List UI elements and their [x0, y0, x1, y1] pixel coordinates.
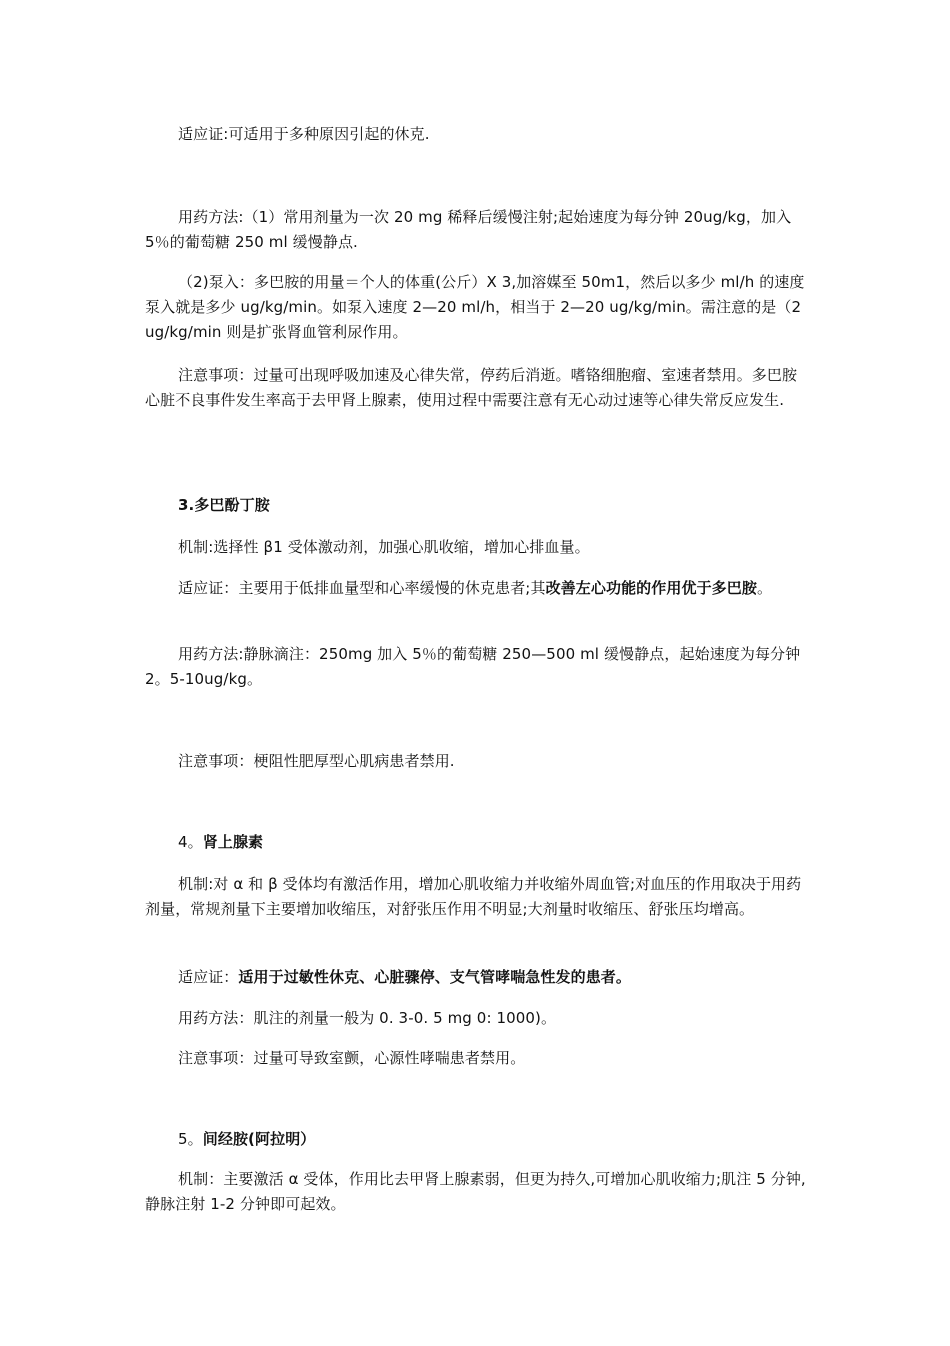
paragraph-precautions-1: 注意事项：过量可出现呼吸加速及心律失常，停药后消逝。嗜铬细胞瘤、室速者禁用。多巴胺心脏不良事件发生率高于去甲肾上腺素，使用过程中需要注意有无心动过速等心律失常反应发生.	[145, 366, 798, 409]
heading-4-title: 肾上腺素	[202, 833, 264, 851]
paragraph-precautions-3: 注意事项：梗阻性肥厚型心肌病患者禁用.	[178, 752, 455, 770]
paragraph-indication-4	[145, 965, 810, 990]
heading-5-number: 5。	[178, 1130, 203, 1148]
paragraph-dosage-pump: （2)泵入：多巴胺的用量＝个人的体重(公斤）X 3,加溶媒至 50m1，然后以多少 ml/h 的速度泵入就是多少 ug/kg/min。如泵入速度 2—20 ml/h，相当于 2—20 ug/kg/min。需注意的是（2 ug/kg/min 则是扩张肾血管利尿作用。	[145, 273, 805, 341]
paragraph-mechanism-5: 机制：主要激活 α 受体，作用比去甲肾上腺素弱，但更为持久,可增加心肌收缩力;肌注 5 分钟,静脉注射 1-2 分钟即可起效。	[145, 1170, 806, 1213]
indication-3-bold: 改善左心功能的作用优于多巴胺	[545, 579, 757, 597]
paragraph-mechanism-3: 机制:选择性 β1 受体激动剂，加强心肌收缩，增加心排血量。	[178, 538, 590, 556]
section-heading-3: 3.多巴酚丁胺	[178, 496, 270, 514]
section-heading-5	[145, 1127, 810, 1152]
indication-3-text: 适应证：主要用于低排血量型和心率缓慢的休克患者;其	[178, 579, 546, 597]
section-heading-4	[145, 830, 810, 855]
paragraph-dosage-4: 用药方法：肌注的剂量一般为 0. 3-0. 5 mg 0: 1000)。	[178, 1009, 557, 1027]
paragraph-precautions-4: 注意事项：过量可导致室颤，心源性哮喘患者禁用。	[178, 1049, 526, 1067]
paragraph-indication-3	[145, 576, 810, 601]
heading-4-number: 4。	[178, 833, 203, 851]
paragraph-mechanism-4: 机制:对 α 和 β 受体均有激活作用，增加心肌收缩力并收缩外周血管;对血压的作用取决于用药剂量，常规剂量下主要增加收缩压，对舒张压作用不明显;大剂量时收缩压、舒张压均增高。	[145, 875, 802, 918]
indication-3-end: 。	[756, 579, 773, 597]
paragraph-dosage-1: 用药方法:（1）常用剂量为一次 20 mg 稀释后缓慢注射;起始速度为每分钟 20ug/kg，加入 5％的葡萄糖 250 ml 缓慢静点.	[145, 208, 792, 251]
heading-5-title: 间经胺(阿拉明）	[202, 1130, 316, 1148]
indication-4-bold: 适用于过敏性休克、心脏骤停、支气管哮喘急性发的患者。	[238, 968, 632, 986]
indication-4-text: 适应证：	[178, 968, 239, 986]
paragraph-dosage-3: 用药方法:静脉滴注：250mg 加入 5％的葡萄糖 250—500 ml 缓慢静点，起始速度为每分钟 2。5-10ug/kg。	[145, 645, 801, 688]
paragraph-indication-1: 适应证:可适用于多种原因引起的休克.	[178, 125, 430, 143]
